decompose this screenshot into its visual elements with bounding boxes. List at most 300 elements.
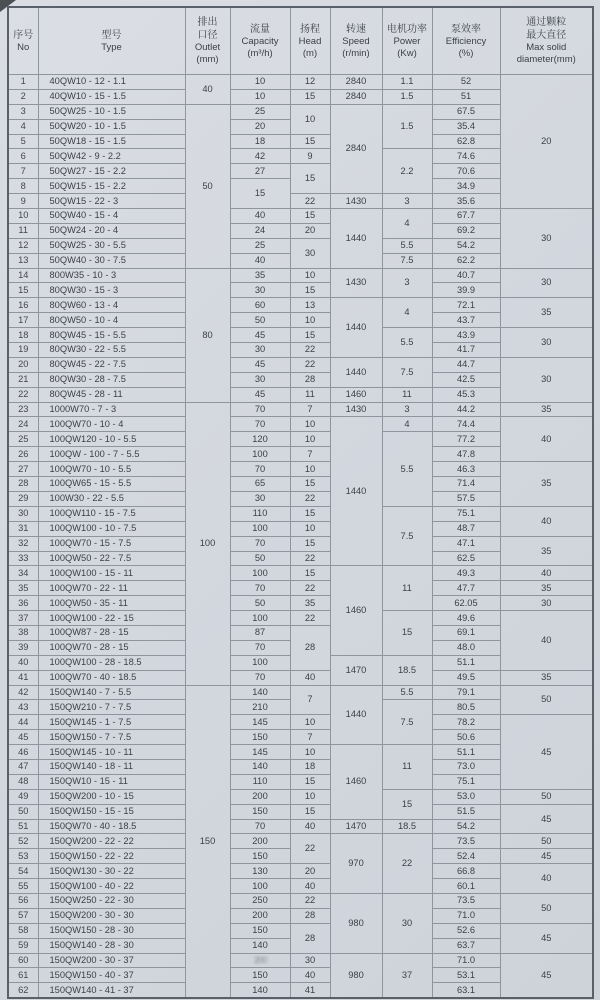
no-cell: 22 bbox=[8, 387, 38, 402]
speed-cell: 1430 bbox=[330, 194, 382, 209]
head-cell: 22 bbox=[290, 343, 330, 358]
table-row bbox=[8, 328, 593, 343]
header-line: 泵效率 bbox=[451, 23, 481, 35]
type-cell: 150QW140 - 18 - 11 bbox=[38, 759, 185, 774]
efficiency-cell: 60.1 bbox=[432, 879, 500, 894]
no-cell: 61 bbox=[8, 968, 38, 983]
head-cell: 35 bbox=[290, 596, 330, 611]
efficiency-cell: 44.7 bbox=[432, 357, 500, 372]
type-cell: 100QW110 - 15 - 7.5 bbox=[38, 506, 185, 521]
no-cell: 10 bbox=[8, 209, 38, 224]
efficiency-cell: 73.0 bbox=[432, 759, 500, 774]
no-cell: 2 bbox=[8, 89, 38, 104]
power-cell: 5.5 bbox=[382, 685, 432, 700]
speed-cell: 1440 bbox=[330, 209, 382, 269]
diameter-cell: 40 bbox=[500, 611, 593, 671]
type-cell: 150QW70 - 40 - 18.5 bbox=[38, 819, 185, 834]
type-cell: 150QW10 - 15 - 11 bbox=[38, 774, 185, 789]
capacity-cell: 200 bbox=[230, 789, 290, 804]
efficiency-cell: 51.1 bbox=[432, 745, 500, 760]
power-cell: 5.5 bbox=[382, 328, 432, 358]
type-cell: 150QW140 - 7 - 5.5 bbox=[38, 685, 185, 700]
capacity-cell: 100 bbox=[230, 655, 290, 670]
type-cell: 80QW50 - 10 - 4 bbox=[38, 313, 185, 328]
no-cell: 16 bbox=[8, 298, 38, 313]
head-cell: 22 bbox=[290, 551, 330, 566]
type-cell: 100QW50 - 35 - 11 bbox=[38, 596, 185, 611]
no-cell: 21 bbox=[8, 372, 38, 387]
no-cell: 12 bbox=[8, 238, 38, 253]
type-cell: 50QW18 - 15 - 1.5 bbox=[38, 134, 185, 149]
capacity-cell: 40 bbox=[230, 253, 290, 268]
efficiency-cell: 47.1 bbox=[432, 536, 500, 551]
diameter-cell: 50 bbox=[500, 834, 593, 849]
outlet-cell: 100 bbox=[185, 402, 230, 685]
efficiency-cell: 43.9 bbox=[432, 328, 500, 343]
head-cell: 15 bbox=[290, 283, 330, 298]
table-header bbox=[8, 7, 593, 75]
type-cell: 100QW120 - 10 - 5.5 bbox=[38, 432, 185, 447]
no-cell: 17 bbox=[8, 313, 38, 328]
no-cell: 43 bbox=[8, 700, 38, 715]
efficiency-cell: 54.2 bbox=[432, 819, 500, 834]
table-row bbox=[8, 893, 593, 908]
efficiency-cell: 63.1 bbox=[432, 983, 500, 998]
type-cell: 100QW100 - 22 - 15 bbox=[38, 611, 185, 626]
header-line: (r/min) bbox=[342, 47, 370, 59]
table-row bbox=[8, 596, 593, 611]
table-row bbox=[8, 789, 593, 804]
diameter-cell: 40 bbox=[500, 566, 593, 581]
power-cell: 11 bbox=[382, 387, 432, 402]
type-cell: 100QW - 100 - 7 - 5.5 bbox=[38, 447, 185, 462]
efficiency-cell: 78.2 bbox=[432, 715, 500, 730]
table-body bbox=[8, 75, 593, 999]
type-cell: 50QW24 - 20 - 4 bbox=[38, 223, 185, 238]
no-cell: 37 bbox=[8, 611, 38, 626]
efficiency-cell: 48.7 bbox=[432, 521, 500, 536]
efficiency-cell: 53.1 bbox=[432, 968, 500, 983]
speed-cell: 1440 bbox=[330, 685, 382, 745]
col-header-type bbox=[38, 7, 185, 75]
head-cell: 28 bbox=[290, 923, 330, 953]
table-row bbox=[8, 298, 593, 313]
type-cell: 150QW200 - 22 - 22 bbox=[38, 834, 185, 849]
efficiency-cell: 35.4 bbox=[432, 119, 500, 134]
header-line: (Kw) bbox=[397, 47, 417, 59]
no-cell: 25 bbox=[8, 432, 38, 447]
speed-cell: 2840 bbox=[330, 75, 382, 90]
efficiency-cell: 42.5 bbox=[432, 372, 500, 387]
diameter-cell: 20 bbox=[500, 75, 593, 209]
type-cell: 150QW200 - 30 - 30 bbox=[38, 908, 185, 923]
efficiency-cell: 74.4 bbox=[432, 417, 500, 432]
capacity-cell: 45 bbox=[230, 328, 290, 343]
head-cell: 15 bbox=[290, 506, 330, 521]
no-cell: 13 bbox=[8, 253, 38, 268]
header-line: (m) bbox=[302, 47, 318, 59]
table-row bbox=[8, 417, 593, 432]
capacity-cell: 140 bbox=[230, 685, 290, 700]
outlet-cell: 150 bbox=[185, 685, 230, 998]
capacity-cell: 145 bbox=[230, 745, 290, 760]
power-cell: 18.5 bbox=[382, 655, 432, 685]
header-line: (m³/h) bbox=[247, 47, 273, 59]
speed-cell: 1460 bbox=[330, 745, 382, 819]
head-cell: 40 bbox=[290, 968, 330, 983]
header-line: 流量 bbox=[250, 23, 270, 35]
power-cell: 4 bbox=[382, 417, 432, 432]
col-header-no bbox=[8, 7, 38, 75]
no-cell: 11 bbox=[8, 223, 38, 238]
capacity-cell: 150 bbox=[230, 968, 290, 983]
capacity-cell: 250 bbox=[230, 893, 290, 908]
head-cell: 28 bbox=[290, 908, 330, 923]
type-cell: 100QW100 - 10 - 7.5 bbox=[38, 521, 185, 536]
no-cell: 60 bbox=[8, 953, 38, 968]
efficiency-cell: 67.5 bbox=[432, 104, 500, 119]
power-cell: 7.5 bbox=[382, 357, 432, 387]
type-cell: 50QW20 - 10 - 1.5 bbox=[38, 119, 185, 134]
head-cell: 9 bbox=[290, 149, 330, 164]
type-cell: 50QW40 - 30 - 7.5 bbox=[38, 253, 185, 268]
type-cell: 50QW25 - 10 - 1.5 bbox=[38, 104, 185, 119]
efficiency-cell: 52 bbox=[432, 75, 500, 90]
efficiency-cell: 77.2 bbox=[432, 432, 500, 447]
diameter-cell: 40 bbox=[500, 506, 593, 536]
power-cell: 5.5 bbox=[382, 432, 432, 506]
no-cell: 47 bbox=[8, 759, 38, 774]
diameter-cell: 50 bbox=[500, 893, 593, 923]
type-cell: 150QW130 - 30 - 22 bbox=[38, 864, 185, 879]
type-cell: 100QW70 - 15 - 7.5 bbox=[38, 536, 185, 551]
speed-cell: 1440 bbox=[330, 357, 382, 387]
type-cell: 80QW45 - 28 - 11 bbox=[38, 387, 185, 402]
efficiency-cell: 44.2 bbox=[432, 402, 500, 417]
capacity-cell: 100 bbox=[230, 879, 290, 894]
no-cell: 38 bbox=[8, 625, 38, 640]
diameter-cell: 40 bbox=[500, 864, 593, 894]
header-line: No bbox=[17, 41, 30, 53]
capacity-cell: 65 bbox=[230, 477, 290, 492]
speed-cell: 2840 bbox=[330, 104, 382, 193]
head-cell: 7 bbox=[290, 447, 330, 462]
outlet-cell: 80 bbox=[185, 268, 230, 402]
efficiency-cell: 69.1 bbox=[432, 625, 500, 640]
type-cell: 100W30 - 22 - 5.5 bbox=[38, 491, 185, 506]
no-cell: 4 bbox=[8, 119, 38, 134]
head-cell: 15 bbox=[290, 89, 330, 104]
type-cell: 50QW25 - 30 - 5.5 bbox=[38, 238, 185, 253]
efficiency-cell: 51.1 bbox=[432, 655, 500, 670]
efficiency-cell: 62.5 bbox=[432, 551, 500, 566]
type-cell: 100QW65 - 15 - 5.5 bbox=[38, 477, 185, 492]
efficiency-cell: 63.7 bbox=[432, 938, 500, 953]
type-cell: 80QW30 - 22 - 5.5 bbox=[38, 343, 185, 358]
type-cell: 50QW42 - 9 - 2.2 bbox=[38, 149, 185, 164]
no-cell: 51 bbox=[8, 819, 38, 834]
efficiency-cell: 67.7 bbox=[432, 209, 500, 224]
outlet-cell: 50 bbox=[185, 104, 230, 268]
power-cell: 11 bbox=[382, 745, 432, 790]
capacity-cell: 145 bbox=[230, 715, 290, 730]
outlet-cell: 40 bbox=[185, 75, 230, 105]
head-cell: 12 bbox=[290, 75, 330, 90]
efficiency-cell: 53.0 bbox=[432, 789, 500, 804]
capacity-cell: 30 bbox=[230, 283, 290, 298]
capacity-cell: 45 bbox=[230, 387, 290, 402]
head-cell: 18 bbox=[290, 759, 330, 774]
type-cell: 150QW140 - 28 - 30 bbox=[38, 938, 185, 953]
power-cell: 3 bbox=[382, 194, 432, 209]
head-cell: 7 bbox=[290, 685, 330, 715]
diameter-cell: 30 bbox=[500, 357, 593, 402]
head-cell: 7 bbox=[290, 402, 330, 417]
table-row bbox=[8, 864, 593, 879]
header-line: 型号 bbox=[101, 29, 122, 41]
capacity-cell: 200 bbox=[230, 908, 290, 923]
table-row bbox=[8, 566, 593, 581]
no-cell: 20 bbox=[8, 357, 38, 372]
no-cell: 46 bbox=[8, 745, 38, 760]
head-cell: 10 bbox=[290, 462, 330, 477]
efficiency-cell: 52.4 bbox=[432, 849, 500, 864]
speed-cell: 1470 bbox=[330, 819, 382, 834]
diameter-cell: 45 bbox=[500, 715, 593, 789]
type-cell: 50QW27 - 15 - 2.2 bbox=[38, 164, 185, 179]
head-cell: 15 bbox=[290, 328, 330, 343]
speed-cell: 1430 bbox=[330, 402, 382, 417]
col-header-efficiency bbox=[432, 7, 500, 75]
capacity-cell: 30 bbox=[230, 372, 290, 387]
table-row bbox=[8, 804, 593, 819]
efficiency-cell: 80.5 bbox=[432, 700, 500, 715]
head-cell: 10 bbox=[290, 715, 330, 730]
efficiency-cell: 49.6 bbox=[432, 611, 500, 626]
capacity-cell: 45 bbox=[230, 357, 290, 372]
capacity-cell: 70 bbox=[230, 462, 290, 477]
no-cell: 39 bbox=[8, 640, 38, 655]
power-cell: 7.5 bbox=[382, 253, 432, 268]
capacity-cell: 10 bbox=[230, 75, 290, 90]
head-cell: 15 bbox=[290, 164, 330, 194]
efficiency-cell: 46.3 bbox=[432, 462, 500, 477]
table-row bbox=[8, 209, 593, 224]
diameter-cell: 35 bbox=[500, 298, 593, 328]
efficiency-cell: 49.5 bbox=[432, 670, 500, 685]
efficiency-cell: 71.0 bbox=[432, 908, 500, 923]
capacity-cell: 70 bbox=[230, 819, 290, 834]
capacity-cell: 110 bbox=[230, 774, 290, 789]
no-cell: 8 bbox=[8, 179, 38, 194]
no-cell: 19 bbox=[8, 343, 38, 358]
power-cell: 3 bbox=[382, 268, 432, 298]
power-cell: 37 bbox=[382, 953, 432, 998]
power-cell: 11 bbox=[382, 566, 432, 611]
no-cell: 28 bbox=[8, 477, 38, 492]
type-cell: 150QW150 - 40 - 37 bbox=[38, 968, 185, 983]
head-cell: 10 bbox=[290, 104, 330, 134]
efficiency-cell: 66.8 bbox=[432, 864, 500, 879]
capacity-cell: 150 bbox=[230, 849, 290, 864]
pump-spec-table bbox=[7, 6, 594, 999]
table-row bbox=[8, 581, 593, 596]
table-row bbox=[8, 268, 593, 283]
no-cell: 26 bbox=[8, 447, 38, 462]
col-header-speed bbox=[330, 7, 382, 75]
efficiency-cell: 48.0 bbox=[432, 640, 500, 655]
head-cell: 7 bbox=[290, 730, 330, 745]
type-cell: 100QW70 - 28 - 15 bbox=[38, 640, 185, 655]
diameter-cell: 40 bbox=[500, 417, 593, 462]
col-header-head bbox=[290, 7, 330, 75]
efficiency-cell: 74.6 bbox=[432, 149, 500, 164]
type-cell: 40QW10 - 12 - 1.1 bbox=[38, 75, 185, 90]
no-cell: 58 bbox=[8, 923, 38, 938]
no-cell: 42 bbox=[8, 685, 38, 700]
table-row bbox=[8, 462, 593, 477]
capacity-cell: 27 bbox=[230, 164, 290, 179]
speed-cell: 970 bbox=[330, 834, 382, 894]
head-cell: 30 bbox=[290, 953, 330, 968]
header-line: Outlet bbox=[194, 42, 221, 53]
type-cell: 100QW100 - 28 - 18.5 bbox=[38, 655, 185, 670]
no-cell: 34 bbox=[8, 566, 38, 581]
power-cell: 15 bbox=[382, 789, 432, 819]
power-cell: 4 bbox=[382, 209, 432, 239]
capacity-cell: 70 bbox=[230, 417, 290, 432]
capacity-cell: 50 bbox=[230, 551, 290, 566]
no-cell: 27 bbox=[8, 462, 38, 477]
speed-cell: 1440 bbox=[330, 298, 382, 358]
no-cell: 36 bbox=[8, 596, 38, 611]
col-header-outlet bbox=[185, 7, 230, 75]
header-line: 排出 bbox=[197, 17, 218, 28]
efficiency-cell: 79.1 bbox=[432, 685, 500, 700]
diameter-cell: 50 bbox=[500, 789, 593, 804]
head-cell: 20 bbox=[290, 223, 330, 238]
type-cell: 50QW15 - 15 - 2.2 bbox=[38, 179, 185, 194]
type-cell: 100QW70 - 10 - 5.5 bbox=[38, 462, 185, 477]
capacity-cell: 100 bbox=[230, 521, 290, 536]
diameter-cell: 35 bbox=[500, 462, 593, 507]
type-cell: 150QW150 - 7 - 7.5 bbox=[38, 730, 185, 745]
power-cell: 7.5 bbox=[382, 700, 432, 745]
efficiency-cell: 47.8 bbox=[432, 447, 500, 462]
col-header-diameter bbox=[500, 7, 593, 75]
capacity-cell: 60 bbox=[230, 298, 290, 313]
head-cell: 20 bbox=[290, 864, 330, 879]
capacity-cell: 15 bbox=[230, 179, 290, 209]
head-cell: 10 bbox=[290, 521, 330, 536]
power-cell: 4 bbox=[382, 298, 432, 328]
head-cell: 10 bbox=[290, 745, 330, 760]
power-cell: 5.5 bbox=[382, 238, 432, 253]
power-cell: 18.5 bbox=[382, 819, 432, 834]
efficiency-cell: 34.9 bbox=[432, 179, 500, 194]
table-row bbox=[8, 536, 593, 551]
no-cell: 50 bbox=[8, 804, 38, 819]
no-cell: 55 bbox=[8, 879, 38, 894]
table-row bbox=[8, 923, 593, 938]
no-cell: 62 bbox=[8, 983, 38, 998]
power-cell: 7.5 bbox=[382, 506, 432, 566]
head-cell: 22 bbox=[290, 611, 330, 626]
head-cell: 22 bbox=[290, 194, 330, 209]
capacity-cell: 70 bbox=[230, 581, 290, 596]
capacity-cell: 70 bbox=[230, 402, 290, 417]
efficiency-cell: 50.6 bbox=[432, 730, 500, 745]
type-cell: 100QW70 - 40 - 18.5 bbox=[38, 670, 185, 685]
type-cell: 50QW15 - 22 - 3 bbox=[38, 194, 185, 209]
capacity-cell: 30 bbox=[230, 343, 290, 358]
no-cell: 35 bbox=[8, 581, 38, 596]
no-cell: 53 bbox=[8, 849, 38, 864]
table-row bbox=[8, 670, 593, 685]
no-cell: 7 bbox=[8, 164, 38, 179]
table-row bbox=[8, 715, 593, 730]
table-row bbox=[8, 506, 593, 521]
no-cell: 45 bbox=[8, 730, 38, 745]
efficiency-cell: 52.6 bbox=[432, 923, 500, 938]
type-cell: 80QW45 - 15 - 5.5 bbox=[38, 328, 185, 343]
col-header-capacity bbox=[230, 7, 290, 75]
efficiency-cell: 71.0 bbox=[432, 953, 500, 968]
head-cell: 11 bbox=[290, 387, 330, 402]
head-cell: 15 bbox=[290, 804, 330, 819]
power-cell: 2.2 bbox=[382, 149, 432, 194]
header-line: 通过颗粒 bbox=[526, 17, 567, 28]
type-cell: 80QW30 - 28 - 7.5 bbox=[38, 372, 185, 387]
power-cell: 1.1 bbox=[382, 75, 432, 90]
header-row bbox=[8, 7, 593, 75]
efficiency-cell: 35.6 bbox=[432, 194, 500, 209]
type-cell: 1000W70 - 7 - 3 bbox=[38, 402, 185, 417]
head-cell: 15 bbox=[290, 209, 330, 224]
capacity-cell: 50 bbox=[230, 313, 290, 328]
capacity-cell: 150 bbox=[230, 730, 290, 745]
efficiency-cell: 54.2 bbox=[432, 238, 500, 253]
diameter-cell: 45 bbox=[500, 923, 593, 953]
header-line: Max solid bbox=[526, 42, 567, 53]
header-line: (mm) bbox=[196, 54, 219, 65]
header-line: Speed bbox=[342, 35, 370, 47]
header-line: 转速 bbox=[346, 23, 366, 35]
header-line: 电机功率 bbox=[387, 23, 427, 35]
no-cell: 23 bbox=[8, 402, 38, 417]
capacity-cell: 140 bbox=[230, 983, 290, 998]
header-line: diameter(mm) bbox=[516, 54, 576, 65]
capacity-cell: 42 bbox=[230, 149, 290, 164]
type-cell: 800W35 - 10 - 3 bbox=[38, 268, 185, 283]
type-cell: 150QW145 - 10 - 11 bbox=[38, 745, 185, 760]
capacity-cell: 30 bbox=[230, 491, 290, 506]
head-cell: 40 bbox=[290, 670, 330, 685]
no-cell: 24 bbox=[8, 417, 38, 432]
efficiency-cell: 62.2 bbox=[432, 253, 500, 268]
no-cell: 48 bbox=[8, 774, 38, 789]
no-cell: 40 bbox=[8, 655, 38, 670]
diameter-cell: 30 bbox=[500, 268, 593, 298]
head-cell: 22 bbox=[290, 834, 330, 864]
capacity-cell: 100 bbox=[230, 611, 290, 626]
type-cell: 40QW10 - 15 - 1.5 bbox=[38, 89, 185, 104]
header-line: 序号 bbox=[13, 29, 34, 41]
diameter-cell: 35 bbox=[500, 670, 593, 685]
power-cell: 1.5 bbox=[382, 104, 432, 149]
efficiency-cell: 72.1 bbox=[432, 298, 500, 313]
type-cell: 150QW150 - 28 - 30 bbox=[38, 923, 185, 938]
